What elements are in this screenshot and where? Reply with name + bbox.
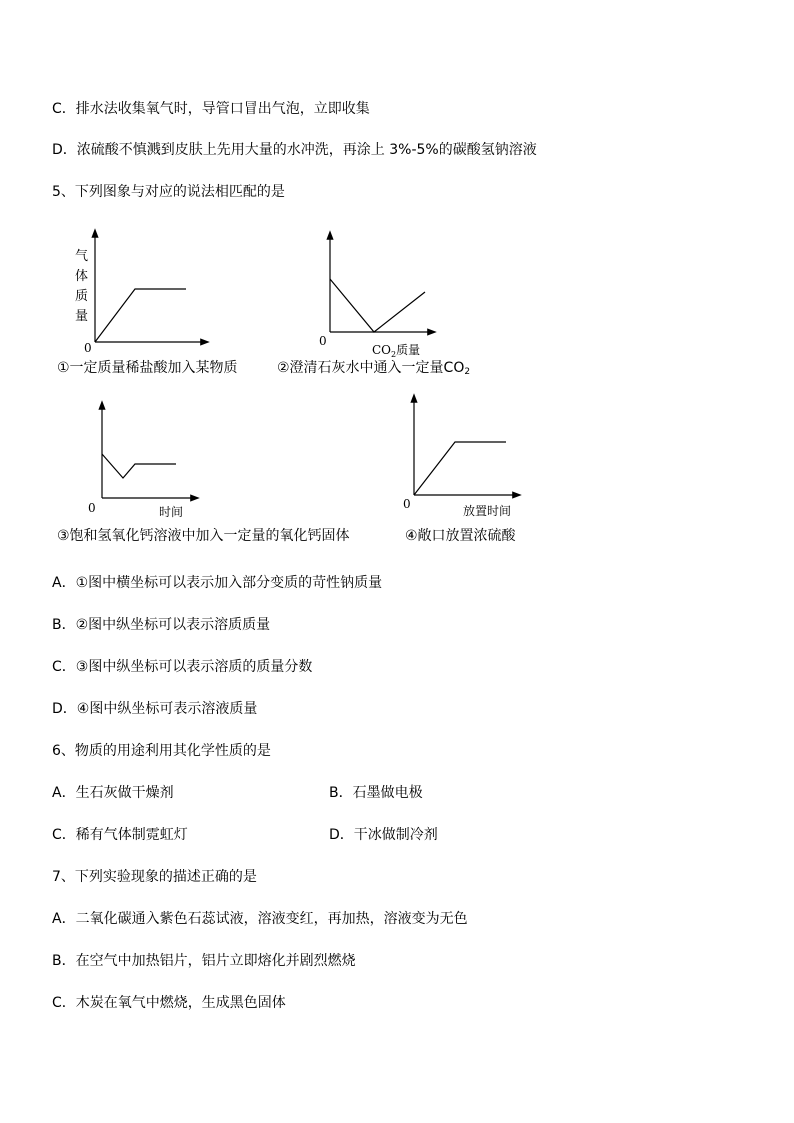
q6-option-c: C．稀有气体制霓虹灯 (52, 827, 188, 843)
q5-option-a: A．①图中横坐标可以表示加入部分变质的苛性钠质量 (52, 575, 383, 591)
graph-4 (400, 395, 530, 523)
y-label-char: 气 (75, 249, 89, 264)
q5-stem: 5、下列图象与对应的说法相匹配的是 (52, 184, 285, 200)
graph-1 (55, 230, 225, 355)
graph-4-curve (414, 442, 506, 495)
q4-option-c: C．排水法收集氧气时，导管口冒出气泡，立即收集 (52, 101, 370, 117)
graph-4-caption: ④敞口放置浓硫酸 (405, 528, 516, 544)
graph-3-curve (102, 454, 176, 478)
q5-option-c: C．③图中纵坐标可以表示溶质的质量分数 (52, 659, 313, 675)
y-label-char: 体 (75, 269, 89, 284)
origin-label: 0 (88, 501, 96, 515)
q6-option-a: A．生石灰做干燥剂 (52, 785, 174, 801)
origin-label: 0 (319, 334, 327, 348)
y-label-char: 量 (75, 309, 89, 324)
origin-label: 0 (84, 341, 92, 355)
x-axis-label: 放置时间 (463, 504, 512, 518)
graph-3 (85, 402, 205, 522)
y-label-char: 质 (75, 289, 89, 304)
q5-option-d: D．④图中纵坐标可表示溶液质量 (52, 701, 258, 717)
graph-2-curve (330, 279, 425, 332)
q6-stem: 6、物质的用途利用其化学性质的是 (52, 743, 271, 759)
q4-option-d: D．浓硫酸不慎溅到皮肤上先用大量的水冲洗，再涂上 3%-5%的碳酸氢钠溶液 (52, 142, 537, 158)
graph-1-caption: ①一定质量稀盐酸加入某物质 (57, 360, 238, 376)
graph-2-caption: ②澄清石灰水中通入一定量$CO_2$ (277, 360, 471, 377)
x-axis-label: $CO_2$质量 (372, 343, 421, 359)
q6-option-d: D．干冰做制冷剂 (329, 827, 438, 843)
origin-label: 0 (403, 497, 411, 511)
q7-stem: 7、下列实验现象的描述正确的是 (52, 869, 257, 885)
q7-option-b: B．在空气中加热铝片，铝片立即熔化并剧烈燃烧 (52, 953, 356, 969)
q7-option-c: C．木炭在氧气中燃烧，生成黑色固体 (52, 995, 286, 1011)
graph-3-caption: ③饱和氢氧化钙溶液中加入一定量的氧化钙固体 (57, 528, 350, 544)
q5-option-b: B．②图中纵坐标可以表示溶质质量 (52, 617, 271, 633)
graph-2 (310, 232, 450, 357)
x-axis-label: 时间 (159, 505, 184, 519)
q7-option-a: A．二氧化碳通入紫色石蕊试液，溶液变红，再加热，溶液变为无色 (52, 911, 468, 927)
q6-option-b: B．石墨做电极 (329, 785, 423, 801)
graph-1-curve (95, 289, 186, 342)
